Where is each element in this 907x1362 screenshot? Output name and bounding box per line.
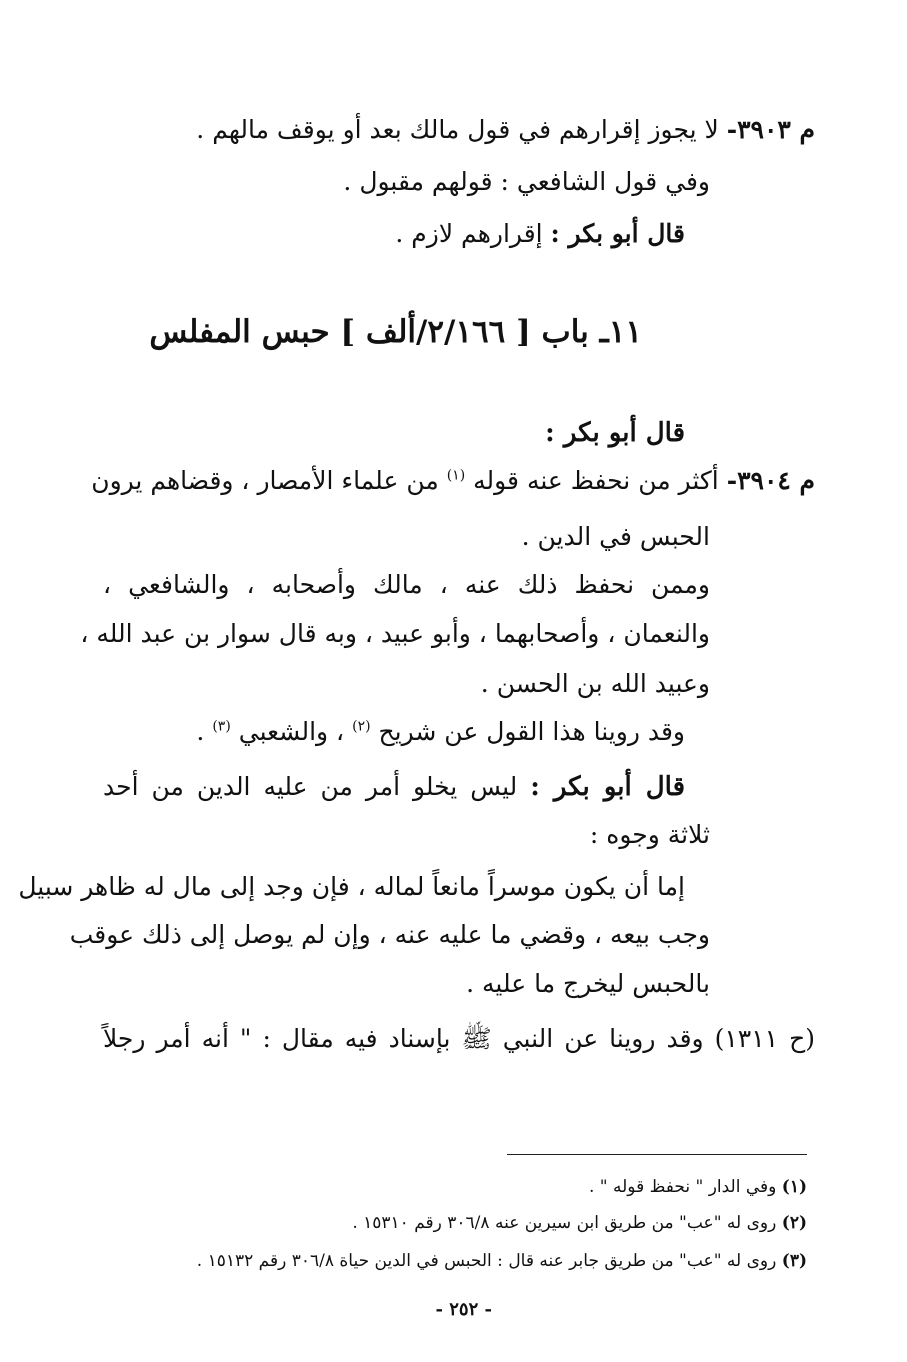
footnote-text: وفي الدار " نحفظ قوله " . [588,1177,777,1197]
footnote-text: روى له "عب" من طريق ابن سيرين عنه ٣٠٦/٨ رقم ١٥٣١٠ . [352,1213,777,1233]
abu-bakr-label: قال أبو بكر : [550,219,685,248]
abu-bakr-line-3: إما أن يكون موسراً مانعاً لماله ، فإن وجد إلى مال له ظاهر سبيل [18,872,685,901]
footnote-separator [507,1154,807,1155]
masala-3903-line [196,113,815,147]
text-run: ليس يخلو أمر من عليه الدين من أحد [103,772,518,801]
masala-number: م ٣٩٠٣- [726,115,815,144]
text-run: ، والشعبي [238,717,345,746]
footnote-ref: (٢) [352,718,371,735]
page-number: - ٢٥٢ - [435,1299,492,1320]
footnote-number: (٣) [781,1251,807,1271]
masala-3904-line-6 [196,715,685,749]
footnote-number: (٢) [781,1213,807,1233]
abu-bakr-heading: قال أبو بكر : [545,418,685,448]
shafii-opinion: وفي قول الشافعي : قولهم مقبول . [343,167,710,196]
footnote-number: (١) [781,1177,807,1197]
abu-bakr-line-5: بالحبس ليخرج ما عليه . [466,969,710,998]
abu-bakr-label: قال أبو بكر : [530,772,686,802]
footnote-ref: (١) [446,467,466,484]
masala-3904-line-3: وممن نحفظ ذلك عنه ، مالك وأصحابه ، والشافعي ، [103,570,710,599]
masala-text: لا يجوز إقرارهم في قول مالك بعد أو يوقف مالهم . [196,115,719,144]
footnote-text: روى له "عب" من طريق جابر عنه قال : الحبس في الدين حياة ٣٠٦/٨ رقم ١٥١٣٢ . [196,1251,777,1271]
hadith-line: (ح ١٣١١) وقد روينا عن النبي ﷺ بإسناد فيه مقال : " أنه أمر رجلاً [103,1024,815,1053]
footnote-1 [589,1175,807,1199]
masala-3904-line-1 [91,464,815,498]
abu-bakr-line-2: ثلاثة وجوه : [589,820,710,849]
abu-bakr-opinion [395,217,685,251]
masala-3904-line-5: وعبيد الله بن الحسن . [480,669,710,698]
masala-3904-line-4: والنعمان ، وأصحابهما ، وأبو عبيد ، وبه قال سوار بن عبد الله ، [80,619,710,648]
masala-text: أكثر من نحفظ عنه قوله [473,466,719,495]
footnote-ref: (٣) [212,718,231,735]
abu-bakr-line-4: وجب بيعه ، وقضي ما عليه عنه ، وإن لم يوصل إلى ذلك عوقب [69,920,710,949]
chapter-heading: ١١ـ باب [ ٢/١٦٦/ألف ] حبس المفلس [149,314,642,350]
masala-3904-line-2: الحبس في الدين . [521,522,710,551]
masala-text: من علماء الأمصار ، وقضاهم يرون [91,466,439,495]
abu-bakr-line-1 [103,770,685,804]
footnote-3 [197,1249,807,1273]
abu-bakr-text: إقرارهم لازم . [395,219,543,248]
masala-number: م ٣٩٠٤- [726,466,815,495]
text-run: وقد روينا هذا القول عن شريح [378,717,685,746]
footnote-2 [352,1211,807,1235]
text-run: . [196,717,205,746]
